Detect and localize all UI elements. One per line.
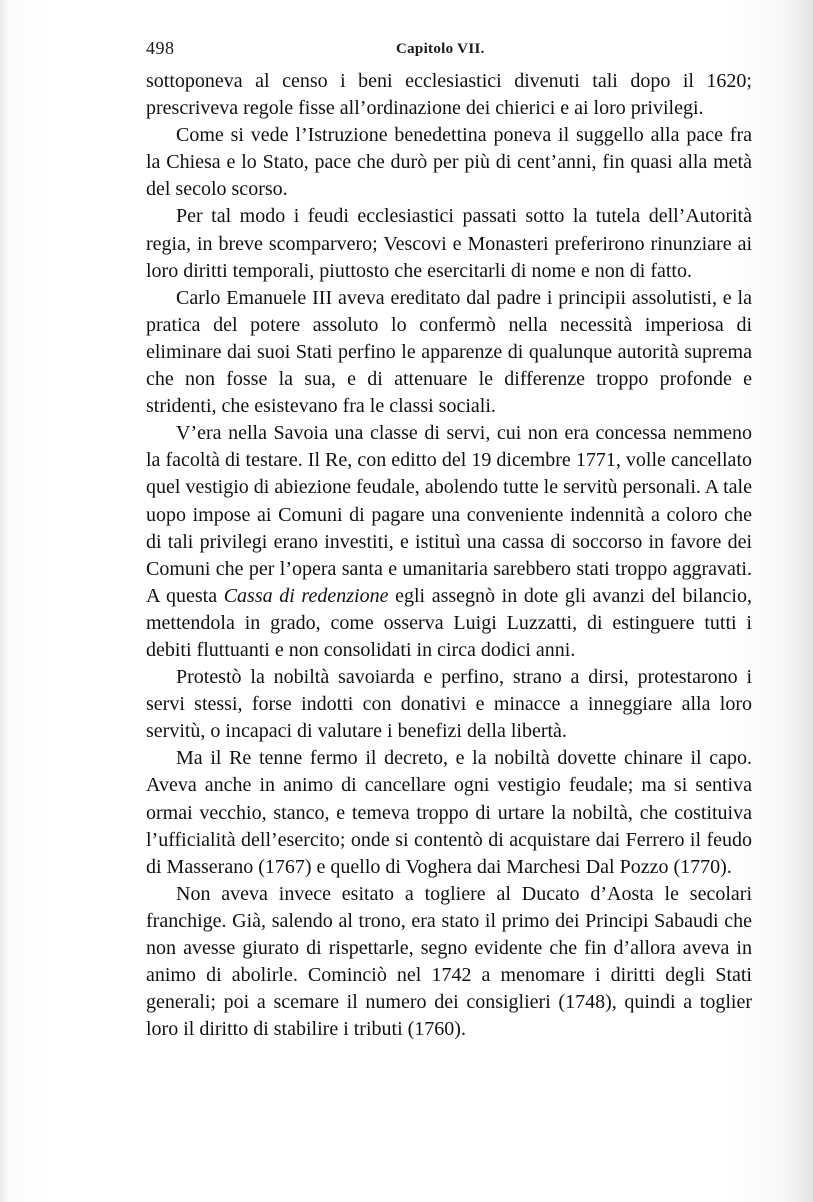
paragraph-2: Come si vede l’Istruzione benedettina poneva il suggello alla pace fra la Chiesa e lo Stato, pace che durò per più di cent’anni, fin quasi alla metà del secolo scorso. (146, 124, 752, 201)
running-head: Capitolo VII. (396, 41, 485, 57)
paragraph-8: Non aveva invece esitato a togliere al Ducato d’Aosta le secolari franchige. Già, salendo al trono, era stato il primo dei Principi Sabaudi che non avesse giurato di rispettarle, segno evidente che fin d’allora aveva in animo di abolirle. Cominciò nel 1742 a menomare i diritti degli Stati generali; poi a scemare il numero dei consiglieri (1748), quindi a toglier loro il diritto di stabilire i tributi (1760). (146, 882, 752, 1041)
paragraph-5-text-before: V’era nella Savoia una classe di servi, cui non era concessa nemmeno la facoltà di testare. Il Re, con editto del 19 dicembre 1771, volle cancellato quel vestigio di abiezione feudale, abolendo tutte le servitù personali. A tale uopo impose ai Comuni di pagare una conveniente indennità a coloro che di tali privilegi erano investiti, e istituì una cassa di soccorso in favore dei Comuni che per l’opera santa e umanitaria sarebbero stati troppo aggravati. A questa (146, 422, 752, 607)
paragraph-1: sottoponeva al censo i beni ecclesiastici divenuti tali dopo il 1620; prescriveva regole fisse all’ordinazione dei chierici e ai loro privilegi. (146, 70, 752, 120)
paragraph-5-text-after: egli assegnò in dote gli avanzi del bilancio, mettendola in grado, come osserva Luigi Luzzatti, di estinguere tutti i debiti fluttuanti e non consolidati in circa dodici anni. (146, 584, 752, 661)
body-text (146, 68, 752, 1043)
paragraph-6: Protestò la nobiltà savoiarda e perfino, strano a dirsi, protestarono i servi stessi, forse indotti con donativi e minacce a inneggiare alla loro servitù, o incapaci di valutare i benefizi della libertà. (146, 666, 752, 743)
paragraph-5 (146, 420, 752, 664)
paragraph-7: Ma il Re tenne fermo il decreto, e la nobiltà dovette chinare il capo. Aveva anche in animo di cancellare ogni vestigio feudale; ma si sentiva ormai vecchio, stanco, e temeva troppo di urtare la nobiltà, che costituiva l’ufficialità dell’esercito; onde si contentò di acquistare dai Ferrero il feudo di Masserano (1767) e quello di Voghera dai Marchesi Dal Pozzo (1770). (146, 747, 752, 878)
page-right-edge (785, 0, 813, 1202)
paragraph-3: Per tal modo i feudi ecclesiastici passati sotto la tutela dell’Autorità regia, in breve scomparvero; Vescovi e Monasteri preferirono rinunziare ai loro diritti temporali, piuttosto che esercitarli di nome e non di fatto. (146, 205, 752, 282)
page-header (146, 38, 752, 62)
paragraph-4: Carlo Emanuele III aveva ereditato dal padre i principii assolutisti, e la pratica del potere assoluto lo confermò nella necessità imperiosa di eliminare dai suoi Stati perfino le apparenze di qualunque autorità suprema che non fosse la sua, e di attenuare le differenze troppo profonde e stridenti, che esistevano fra le classi sociali. (146, 286, 752, 418)
paragraph-5-italic-term: Cassa di redenzione (223, 584, 389, 607)
page-number: 498 (146, 38, 175, 58)
page-left-edge (0, 0, 10, 1202)
